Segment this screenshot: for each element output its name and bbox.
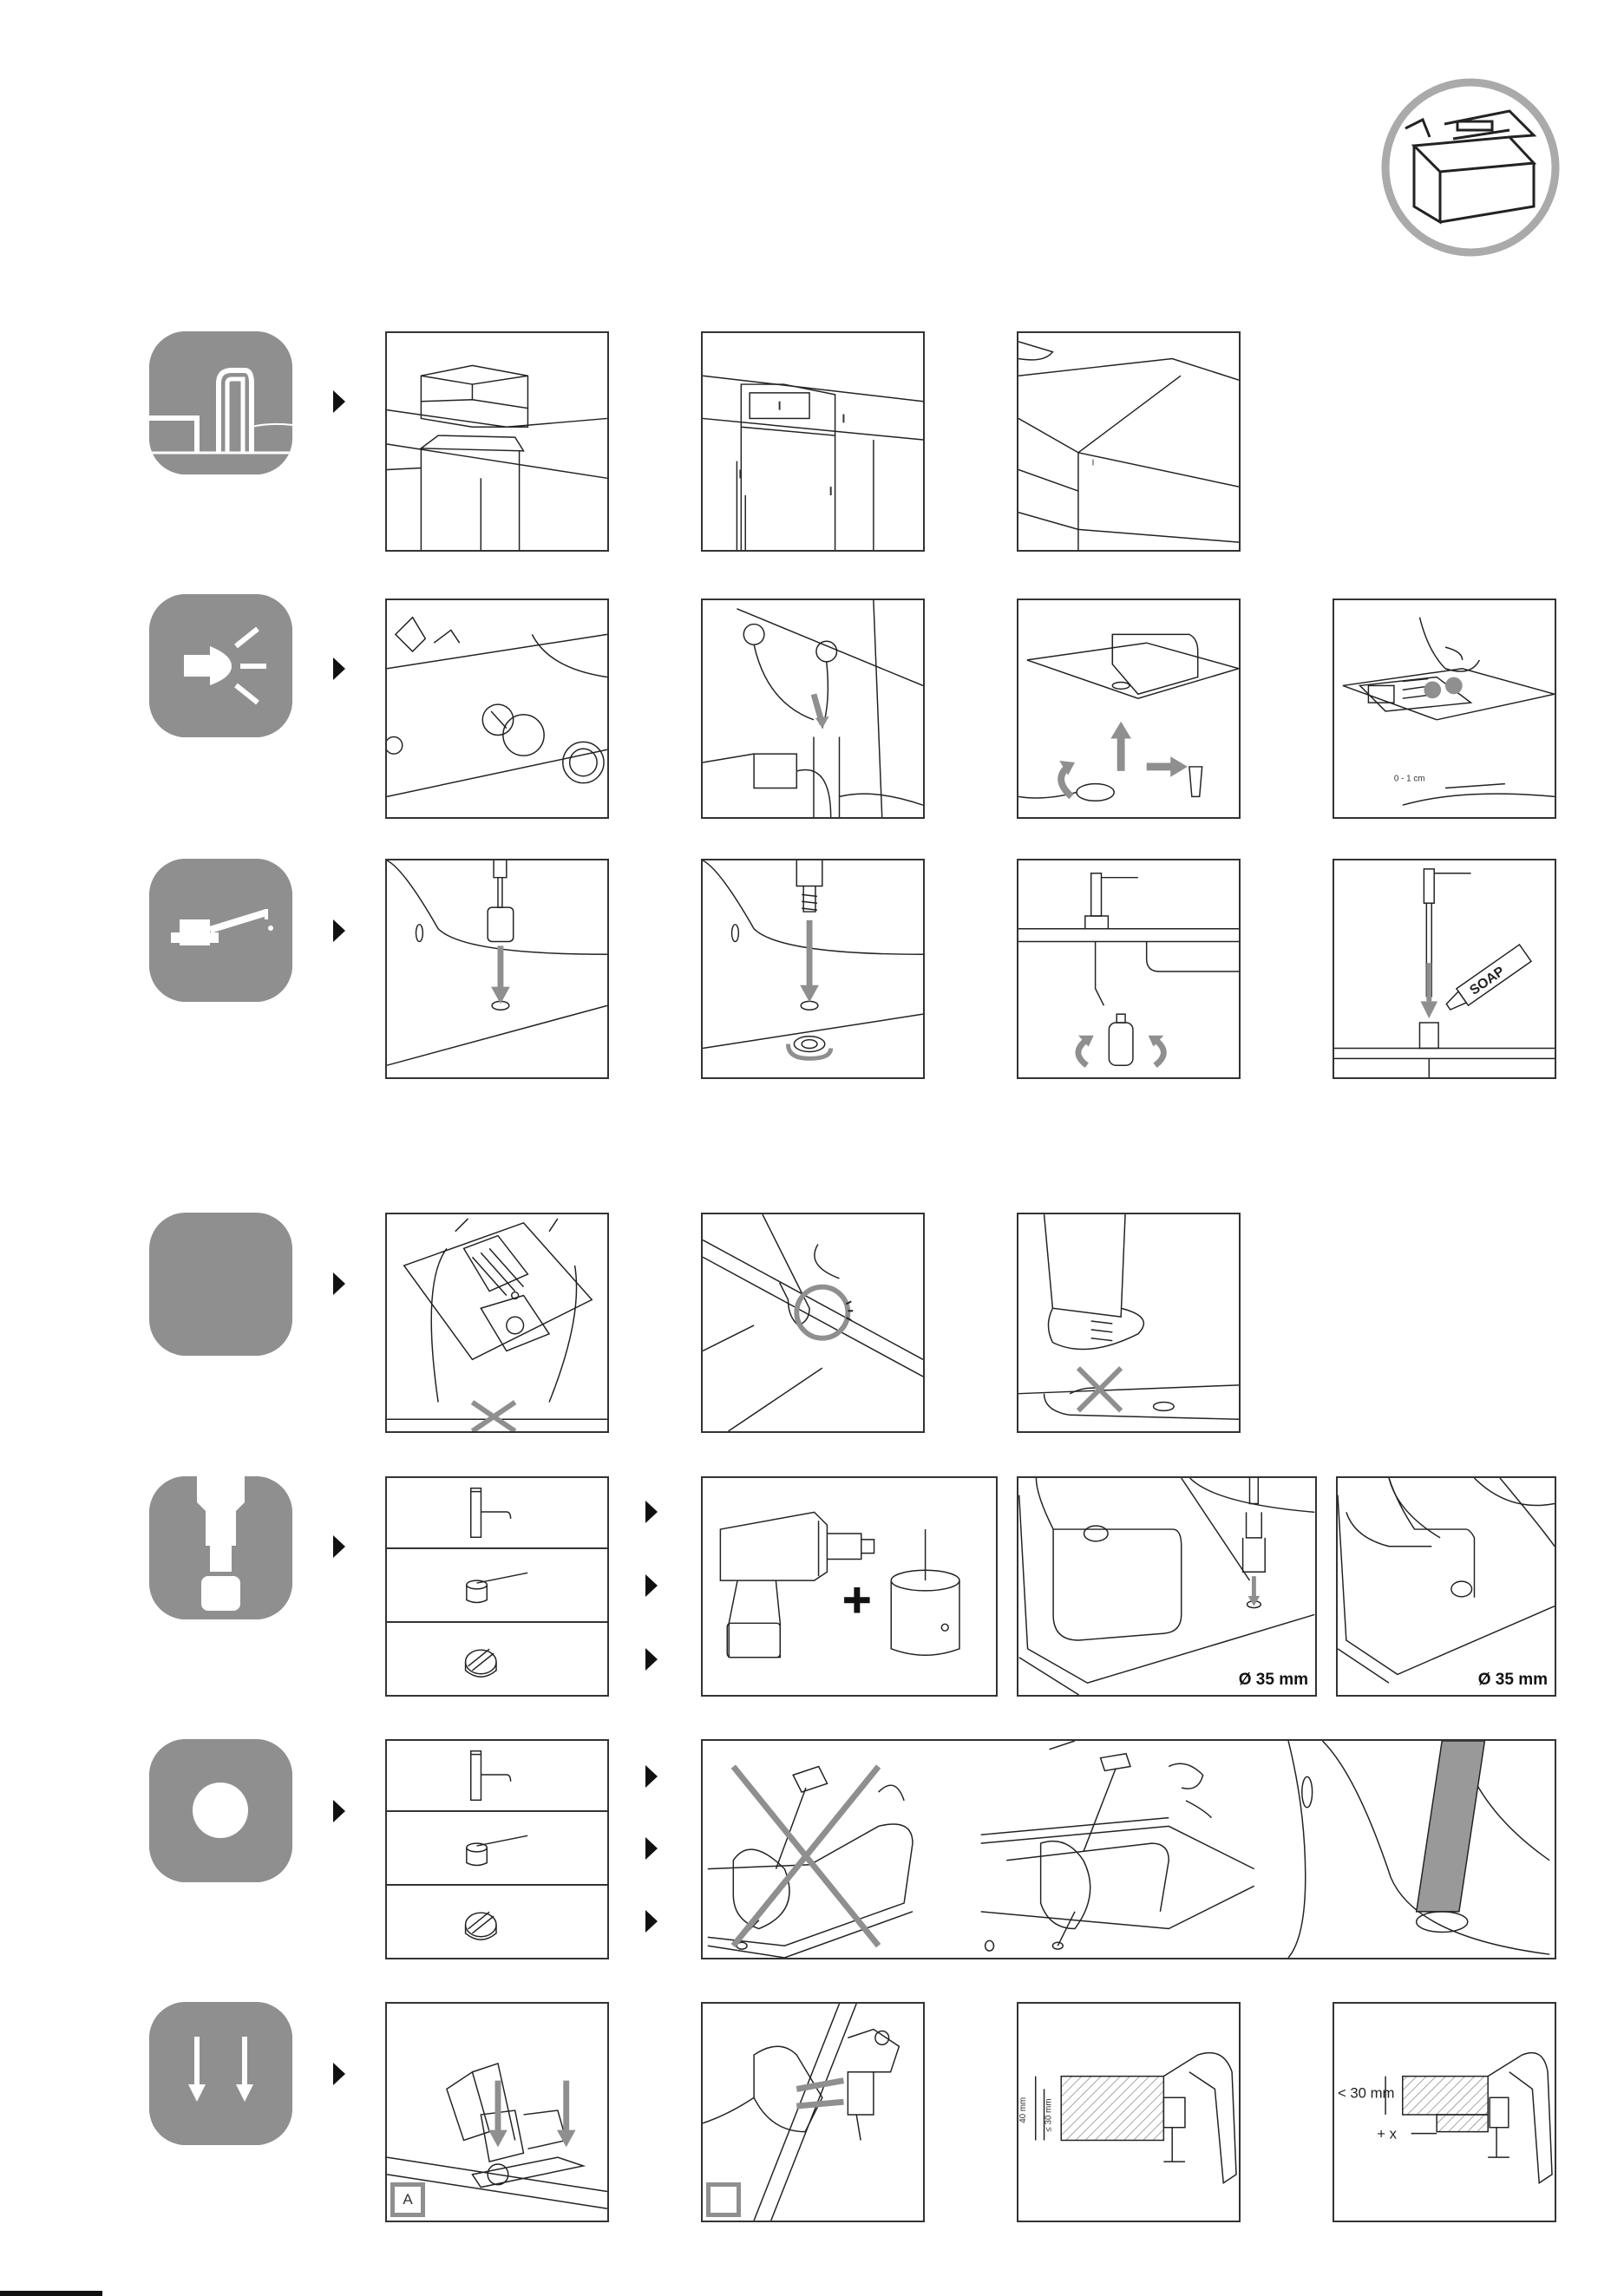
accessory-faucet-2 bbox=[387, 1741, 607, 1812]
blank-icon bbox=[149, 1213, 292, 1356]
row5-accessory-list bbox=[385, 1476, 609, 1697]
worktop-cutout-icon bbox=[149, 331, 292, 474]
row1-panel-3 bbox=[1017, 331, 1241, 552]
row5-hole-panel-1 bbox=[1017, 1476, 1317, 1697]
clamp-down-icon bbox=[149, 2002, 292, 2145]
dim-40-label: 40 mm bbox=[1018, 2096, 1028, 2123]
row7-panel-4 bbox=[1333, 2002, 1556, 2222]
row5-list-arrow-1 bbox=[645, 1501, 658, 1523]
hole-circle-icon bbox=[149, 1739, 292, 1882]
row5-arrow bbox=[333, 1535, 345, 1558]
dim-30b-label: ≤ 30 mm bbox=[1044, 2098, 1054, 2132]
hole-diameter-label: Ø 35 mm bbox=[1238, 1671, 1308, 1689]
svg-text:I: I bbox=[1091, 458, 1095, 468]
dim-30-label: < 30 mm bbox=[1337, 2084, 1395, 2102]
row2-arrow bbox=[333, 657, 345, 680]
row2-panel-1 bbox=[385, 599, 609, 819]
panel-b-label bbox=[706, 2182, 741, 2217]
row3-panel-4 bbox=[1333, 859, 1556, 1079]
row1-arrow bbox=[333, 390, 345, 413]
row7-panel-3 bbox=[1017, 2002, 1241, 2222]
accessory-soap-dispenser bbox=[387, 1549, 607, 1623]
row2-panel-2 bbox=[701, 599, 925, 819]
panel-a-label: A bbox=[390, 2182, 425, 2217]
accessory-soap-dispenser-2 bbox=[387, 1812, 607, 1886]
row5-hole-panel-2 bbox=[1336, 1476, 1556, 1697]
accessory-knob bbox=[387, 1623, 607, 1697]
row6-list-arrow-1 bbox=[645, 1765, 658, 1788]
row3-panel-3 bbox=[1017, 859, 1241, 1079]
row6-arrow bbox=[333, 1800, 345, 1822]
row6-list-arrow-3 bbox=[645, 1910, 658, 1933]
hole-diameter-label-2: Ø 35 mm bbox=[1477, 1671, 1548, 1689]
row5-drill-panel bbox=[701, 1476, 998, 1697]
row3-arrow bbox=[333, 919, 345, 942]
row7-panel-1 bbox=[385, 2002, 609, 2222]
light-sensor-icon bbox=[149, 594, 292, 737]
row2-panel-4 bbox=[1333, 599, 1556, 819]
row6-list-arrow-2 bbox=[645, 1837, 658, 1860]
dim-x-label: + x bbox=[1377, 2125, 1398, 2142]
row3-panel-2 bbox=[701, 859, 925, 1079]
row5-list-arrow-2 bbox=[645, 1574, 658, 1597]
soap-label: SOAP bbox=[1467, 964, 1508, 998]
row7-panel-2 bbox=[701, 2002, 925, 2222]
row1-panel-1 bbox=[385, 331, 609, 552]
row4-arrow bbox=[333, 1272, 345, 1295]
row6-punch-panel bbox=[701, 1739, 1556, 1959]
row1-panel-2 bbox=[701, 331, 925, 552]
row2-panel-3 bbox=[1017, 599, 1241, 819]
gap-label: 0 - 1 cm bbox=[1393, 774, 1425, 784]
drill-bit-icon bbox=[149, 1476, 292, 1619]
toolbox-icon bbox=[1379, 76, 1562, 258]
accessory-faucet bbox=[387, 1478, 607, 1549]
row4-panel-2 bbox=[701, 1213, 925, 1433]
row3-panel-1 bbox=[385, 859, 609, 1079]
row7-arrow bbox=[333, 2063, 345, 2085]
accessory-knob-2 bbox=[387, 1886, 607, 1959]
page-footer-bar bbox=[0, 2291, 102, 2296]
row5-list-arrow-3 bbox=[645, 1648, 658, 1671]
row4-panel-1 bbox=[385, 1213, 609, 1433]
row4-panel-3 bbox=[1017, 1213, 1241, 1433]
row6-accessory-list bbox=[385, 1739, 609, 1959]
faucet-icon bbox=[149, 859, 292, 1002]
